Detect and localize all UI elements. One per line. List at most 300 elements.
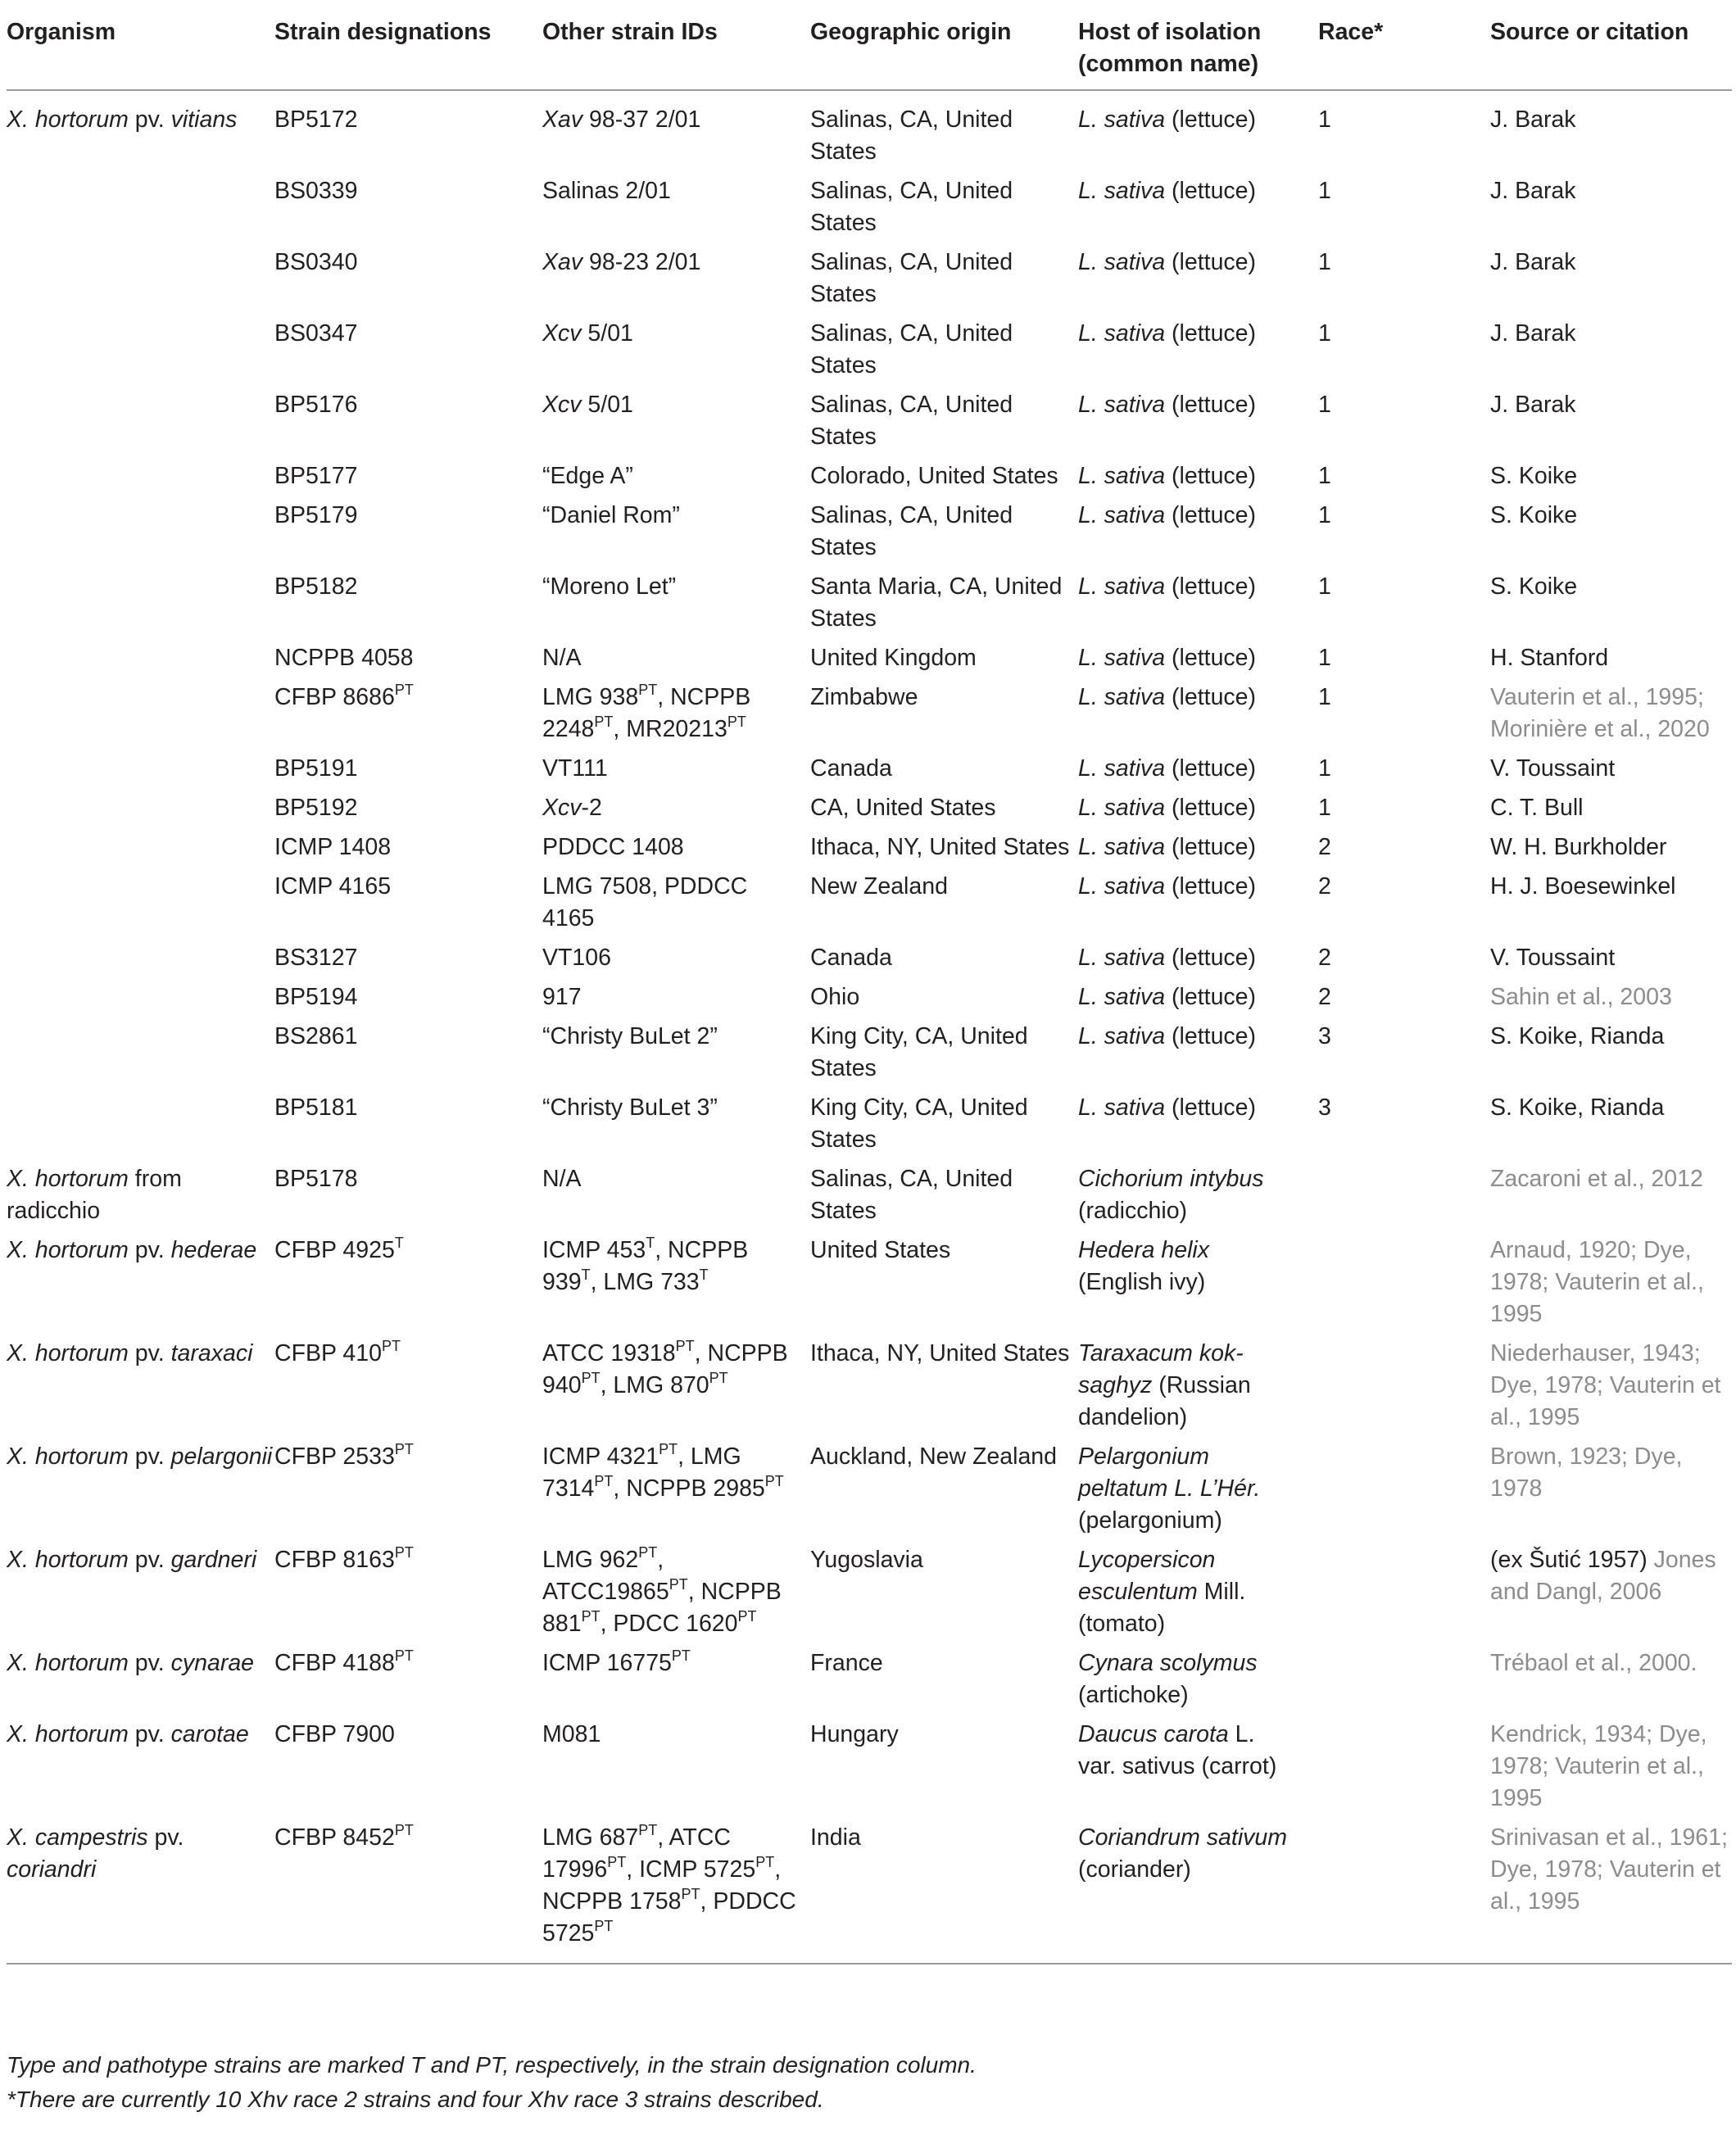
host-common-name: (lettuce) xyxy=(1165,178,1257,204)
race-value: 2 xyxy=(1318,834,1331,860)
strain-id: CFBP 410 xyxy=(274,1340,382,1366)
citation-link: Sahin et al., 2003 xyxy=(1490,984,1672,1010)
race-value: 1 xyxy=(1318,502,1331,528)
cell-source xyxy=(1490,753,1732,792)
cell-host xyxy=(1078,175,1307,247)
cell-source xyxy=(1490,942,1732,981)
table-footnotes xyxy=(7,2048,1727,2117)
cell-source xyxy=(1490,682,1732,753)
cell-organism xyxy=(7,1441,274,1544)
organism-genus: X. hortorum xyxy=(7,1166,129,1192)
other-id-prefix: Xcv xyxy=(542,392,582,418)
cell-strain xyxy=(274,500,542,571)
other-id-text: PDDCC 1408 xyxy=(542,834,684,860)
race-value: 1 xyxy=(1318,684,1331,710)
host-species: L. sativa xyxy=(1078,249,1166,275)
organism-genus: X. campestris xyxy=(7,1824,148,1851)
organism-pathovar: gardneri xyxy=(170,1547,257,1573)
organism-pathovar: coriandri xyxy=(7,1856,97,1883)
header-geographic-origin: Geographic origin xyxy=(810,11,1078,90)
race-value: 1 xyxy=(1318,463,1331,489)
table-row xyxy=(7,792,1732,832)
host-common-name: (Russian dandelion) xyxy=(1078,1372,1251,1430)
cell-origin xyxy=(810,500,1078,571)
source-text: S. Koike xyxy=(1490,502,1578,528)
cell-host xyxy=(1078,1544,1307,1647)
cell-source xyxy=(1490,90,1732,175)
table-row xyxy=(7,175,1732,247)
source-text: S. Koike, Rianda xyxy=(1490,1023,1665,1049)
citation-link: Zacaroni et al., 2012 xyxy=(1490,1166,1703,1192)
cell-source xyxy=(1490,1163,1732,1235)
cell-strain xyxy=(274,1021,542,1092)
host-species: L. sativa xyxy=(1078,502,1166,528)
race-value: 3 xyxy=(1318,1094,1331,1121)
cell-other-ids xyxy=(542,1092,810,1163)
table-row xyxy=(7,90,1732,175)
organism-qualifier: pv. xyxy=(128,106,171,133)
cell-source xyxy=(1490,1544,1732,1647)
host-common-name: (coriander) xyxy=(1078,1856,1191,1883)
strain-superscript: PT xyxy=(394,1821,414,1838)
citation-link: Srinivasan et al., 1961; Dye, 1978; Vauterin et al., 1995 xyxy=(1490,1824,1728,1915)
cell-other-ids xyxy=(542,90,810,175)
strain-superscript: PT xyxy=(394,1440,414,1457)
host-common-name: (lettuce) xyxy=(1165,249,1257,275)
host-species: L. sativa xyxy=(1078,873,1166,900)
cell-source xyxy=(1490,792,1732,832)
cell-origin xyxy=(810,1719,1078,1822)
cell-organism xyxy=(7,1647,274,1719)
host-species: L. sativa xyxy=(1078,795,1166,821)
cell-other-ids xyxy=(542,1021,810,1092)
cell-host xyxy=(1078,1092,1307,1163)
cell-other-ids xyxy=(542,1235,810,1338)
origin-text: Salinas, CA, United States xyxy=(810,106,1013,165)
cell-organism xyxy=(7,871,274,942)
cell-origin xyxy=(810,1647,1078,1719)
table-row xyxy=(7,247,1732,318)
cell-other-ids xyxy=(542,642,810,682)
citation-link: Trébaol et al., 2000. xyxy=(1490,1650,1697,1676)
strain-id: BS2861 xyxy=(274,1023,358,1049)
cell-source xyxy=(1490,247,1732,318)
origin-text: Hungary xyxy=(810,1721,899,1747)
cell-source xyxy=(1490,832,1732,871)
cell-race xyxy=(1307,871,1490,942)
cell-source xyxy=(1490,871,1732,942)
cell-strain xyxy=(274,90,542,175)
host-species: L. sativa xyxy=(1078,755,1166,782)
strain-id: CFBP 8163 xyxy=(274,1547,395,1573)
footnote-type-strains: Type and pathotype strains are marked T and PT, respectively, in the strain designation column. xyxy=(7,2052,977,2078)
other-id-text: “Daniel Rom” xyxy=(542,502,680,528)
strain-id: ICMP 1408 xyxy=(274,834,392,860)
cell-race xyxy=(1307,1163,1490,1235)
strain-id: BP5194 xyxy=(274,984,358,1010)
organism-pathovar: vitians xyxy=(170,106,238,133)
cell-organism xyxy=(7,792,274,832)
citation-link: Jones and Dangl, 2006 xyxy=(1490,1547,1716,1605)
cell-host xyxy=(1078,1163,1307,1235)
host-common-name: (lettuce) xyxy=(1165,795,1257,821)
cell-strain xyxy=(274,792,542,832)
cell-strain xyxy=(274,871,542,942)
cell-other-ids xyxy=(542,460,810,500)
host-species: L. sativa xyxy=(1078,178,1166,204)
table-row xyxy=(7,1163,1732,1235)
cell-host xyxy=(1078,247,1307,318)
source-text: J. Barak xyxy=(1490,178,1576,204)
cell-race xyxy=(1307,500,1490,571)
race-value: 1 xyxy=(1318,320,1331,347)
cell-host xyxy=(1078,682,1307,753)
cell-strain xyxy=(274,1822,542,1964)
origin-text: India xyxy=(810,1824,861,1851)
cell-race xyxy=(1307,832,1490,871)
organism-genus: X. hortorum xyxy=(7,106,129,133)
cell-race xyxy=(1307,1719,1490,1822)
organism-pathovar: carotae xyxy=(170,1721,249,1747)
cell-host xyxy=(1078,792,1307,832)
host-species: L. sativa xyxy=(1078,945,1166,971)
cell-host xyxy=(1078,1441,1307,1544)
host-species: L. sativa xyxy=(1078,1023,1166,1049)
origin-text: Canada xyxy=(810,945,892,971)
cell-race xyxy=(1307,1441,1490,1544)
cell-organism xyxy=(7,247,274,318)
source-text: S. Koike xyxy=(1490,463,1578,489)
host-common-name: (artichoke) xyxy=(1078,1682,1189,1708)
origin-text: King City, CA, United States xyxy=(810,1094,1028,1153)
cell-other-ids xyxy=(542,500,810,571)
table-row xyxy=(7,389,1732,460)
source-text: J. Barak xyxy=(1490,392,1576,418)
organism-qualifier: from radicchio xyxy=(7,1166,182,1224)
strain-id: CFBP 8686 xyxy=(274,684,395,710)
cell-host xyxy=(1078,1235,1307,1338)
cell-origin xyxy=(810,1163,1078,1235)
cell-other-ids xyxy=(542,247,810,318)
cell-strain xyxy=(274,460,542,500)
host-species: Taraxacum kok-saghyz xyxy=(1078,1340,1244,1398)
other-id-text: 5/01 xyxy=(581,392,633,418)
cell-origin xyxy=(810,832,1078,871)
origin-text: Ithaca, NY, United States xyxy=(810,1340,1070,1366)
cell-strain xyxy=(274,682,542,753)
cell-organism xyxy=(7,753,274,792)
cell-strain xyxy=(274,1338,542,1441)
source-text: J. Barak xyxy=(1490,249,1576,275)
table-header-row xyxy=(7,11,1732,90)
header-other-strain-ids: Other strain IDs xyxy=(542,11,810,90)
cell-race xyxy=(1307,1822,1490,1964)
cell-race xyxy=(1307,753,1490,792)
cell-source xyxy=(1490,460,1732,500)
origin-text: Santa Maria, CA, United States xyxy=(810,573,1063,632)
cell-organism xyxy=(7,500,274,571)
header-strain-designations: Strain designations xyxy=(274,11,542,90)
host-common-name: (lettuce) xyxy=(1165,106,1257,133)
table-body xyxy=(7,90,1732,1964)
cell-organism xyxy=(7,1163,274,1235)
host-species: L. sativa xyxy=(1078,1094,1166,1121)
source-text: S. Koike, Rianda xyxy=(1490,1094,1665,1121)
cell-source xyxy=(1490,981,1732,1021)
other-id-text: 98-37 2/01 xyxy=(582,106,701,133)
table-row xyxy=(7,571,1732,642)
cell-other-ids xyxy=(542,389,810,460)
cell-source xyxy=(1490,1092,1732,1163)
cell-organism xyxy=(7,90,274,175)
cell-organism xyxy=(7,1021,274,1092)
host-common-name: (lettuce) xyxy=(1165,502,1257,528)
host-species: Lycopersicon esculentum xyxy=(1078,1547,1216,1605)
cell-organism xyxy=(7,1235,274,1338)
strain-superscript: PT xyxy=(394,1647,414,1664)
citation-link: Niederhauser, 1943; Dye, 1978; Vauterin et al., 1995 xyxy=(1490,1340,1721,1430)
origin-text: King City, CA, United States xyxy=(810,1023,1028,1081)
organism-pathovar: hederae xyxy=(170,1237,257,1263)
cell-origin xyxy=(810,1338,1078,1441)
cell-origin xyxy=(810,571,1078,642)
host-common-name: Mill. (tomato) xyxy=(1078,1579,1246,1637)
cell-other-ids xyxy=(542,1719,810,1822)
cell-source xyxy=(1490,389,1732,460)
cell-origin xyxy=(810,389,1078,460)
cell-organism xyxy=(7,318,274,389)
origin-text: Salinas, CA, United States xyxy=(810,178,1013,236)
cell-origin xyxy=(810,175,1078,247)
host-common-name: (lettuce) xyxy=(1165,645,1257,671)
cell-organism xyxy=(7,832,274,871)
cell-other-ids xyxy=(542,1647,810,1719)
table-row xyxy=(7,981,1732,1021)
strain-superscript: PT xyxy=(381,1337,401,1354)
origin-text: United States xyxy=(810,1237,951,1263)
cell-organism xyxy=(7,1822,274,1964)
organism-qualifier: pv. xyxy=(128,1237,171,1263)
table-row xyxy=(7,1441,1732,1544)
cell-source xyxy=(1490,1338,1732,1441)
race-value: 2 xyxy=(1318,945,1331,971)
cell-origin xyxy=(810,682,1078,753)
cell-source xyxy=(1490,175,1732,247)
header-source: Source or citation xyxy=(1490,11,1732,90)
cell-other-ids xyxy=(542,682,810,753)
table-row xyxy=(7,871,1732,942)
organism-pathovar: pelargonii xyxy=(170,1443,273,1470)
cell-origin xyxy=(810,642,1078,682)
cell-race xyxy=(1307,460,1490,500)
cell-strain xyxy=(274,247,542,318)
source-text: J. Barak xyxy=(1490,320,1576,347)
cell-origin xyxy=(810,1235,1078,1338)
cell-race xyxy=(1307,571,1490,642)
organism-qualifier: pv. xyxy=(128,1650,171,1676)
cell-host xyxy=(1078,642,1307,682)
host-common-name: (lettuce) xyxy=(1165,684,1257,710)
source-text: J. Barak xyxy=(1490,106,1576,133)
strain-id: BP5176 xyxy=(274,392,358,418)
strain-superscript: PT xyxy=(394,681,414,698)
cell-strain xyxy=(274,1163,542,1235)
table-row xyxy=(7,1719,1732,1822)
cell-host xyxy=(1078,1338,1307,1441)
header-organism: Organism xyxy=(7,11,274,90)
other-ids-text: LMG $938^{PT}$, NCPPB $2248^{PT}$, $MR20213^{PT}$ xyxy=(542,681,751,742)
organism-genus: X. hortorum xyxy=(7,1443,129,1470)
organism-genus: X. hortorum xyxy=(7,1721,129,1747)
host-common-name: (English ivy) xyxy=(1078,1269,1206,1295)
cell-other-ids xyxy=(542,175,810,247)
cell-organism xyxy=(7,175,274,247)
host-species: Cynara scolymus xyxy=(1078,1650,1258,1676)
organism-genus: X. hortorum xyxy=(7,1237,129,1263)
organism-genus: X. hortorum xyxy=(7,1340,129,1366)
cell-source xyxy=(1490,1822,1732,1964)
organism-qualifier: pv. xyxy=(128,1721,171,1747)
cell-host xyxy=(1078,871,1307,942)
strain-id: CFBP 7900 xyxy=(274,1721,395,1747)
cell-strain xyxy=(274,942,542,981)
cell-other-ids xyxy=(542,1163,810,1235)
cell-source xyxy=(1490,571,1732,642)
table-row xyxy=(7,1544,1732,1647)
cell-origin xyxy=(810,460,1078,500)
organism-pathovar: cynarae xyxy=(170,1650,255,1676)
strain-id: BS0347 xyxy=(274,320,358,347)
strain-id: NCPPB 4058 xyxy=(274,645,414,671)
host-common-name: (lettuce) xyxy=(1165,463,1257,489)
host-species: Hedera helix xyxy=(1078,1237,1210,1263)
cell-race xyxy=(1307,1235,1490,1338)
cell-source xyxy=(1490,318,1732,389)
other-id-prefix: Xcv xyxy=(542,320,582,347)
host-species: L. sativa xyxy=(1078,834,1166,860)
table-row xyxy=(7,942,1732,981)
host-species: L. sativa xyxy=(1078,984,1166,1010)
strain-id: BP5191 xyxy=(274,755,358,782)
other-id-text: “Christy BuLet 2” xyxy=(542,1023,718,1049)
cell-strain xyxy=(274,1092,542,1163)
host-common-name: (lettuce) xyxy=(1165,320,1257,347)
cell-strain xyxy=(274,981,542,1021)
cell-strain xyxy=(274,1441,542,1544)
source-text: V. Toussaint xyxy=(1490,755,1616,782)
host-common-name: (lettuce) xyxy=(1165,873,1257,900)
cell-other-ids xyxy=(542,981,810,1021)
origin-text: New Zealand xyxy=(810,873,948,900)
origin-text: United Kingdom xyxy=(810,645,977,671)
table-row xyxy=(7,1021,1732,1092)
host-common-name: (lettuce) xyxy=(1165,945,1257,971)
cell-other-ids xyxy=(542,318,810,389)
host-species: Cichorium intybus xyxy=(1078,1166,1264,1192)
host-species: L. sativa xyxy=(1078,573,1166,600)
cell-other-ids xyxy=(542,1441,810,1544)
table-row xyxy=(7,1092,1732,1163)
race-value: 1 xyxy=(1318,795,1331,821)
cell-source xyxy=(1490,1441,1732,1544)
race-value: 1 xyxy=(1318,178,1331,204)
cell-organism xyxy=(7,1338,274,1441)
organism-pathovar: taraxaci xyxy=(170,1340,253,1366)
other-ids-text: LMG $962^{PT}$, $ATCC19865^{PT}$, NCPPB $881^{PT}$, PDCC $1620^{PT}$ xyxy=(542,1543,782,1637)
cell-host xyxy=(1078,460,1307,500)
cell-race xyxy=(1307,1544,1490,1647)
host-common-name: (lettuce) xyxy=(1165,1023,1257,1049)
cell-host xyxy=(1078,389,1307,460)
cell-organism xyxy=(7,981,274,1021)
race-value: 2 xyxy=(1318,984,1331,1010)
source-text: H. J. Boesewinkel xyxy=(1490,873,1676,900)
cell-strain xyxy=(274,571,542,642)
race-value: 1 xyxy=(1318,645,1331,671)
table-row xyxy=(7,1647,1732,1719)
host-common-name: (lettuce) xyxy=(1165,984,1257,1010)
origin-text: Ithaca, NY, United States xyxy=(810,834,1070,860)
cell-race xyxy=(1307,1338,1490,1441)
cell-host xyxy=(1078,1021,1307,1092)
cell-strain xyxy=(274,1235,542,1338)
cell-strain xyxy=(274,753,542,792)
source-text: H. Stanford xyxy=(1490,645,1609,671)
other-ids-text: ICMP $4321^{PT}$, LMG $7314^{PT}$, NCPPB $2985^{PT}$ xyxy=(542,1440,784,1502)
origin-text: Yugoslavia xyxy=(810,1547,923,1573)
cell-organism xyxy=(7,1092,274,1163)
footnote-race-count: *There are currently 10 Xhv race 2 strains and four Xhv race 3 strains described. xyxy=(7,2087,824,2112)
host-species: L. sativa xyxy=(1078,463,1166,489)
host-species: L. sativa xyxy=(1078,645,1166,671)
cell-other-ids xyxy=(542,832,810,871)
citation-link: Arnaud, 1920; Dye, 1978; Vauterin et al., 1995 xyxy=(1490,1237,1704,1327)
table-row xyxy=(7,753,1732,792)
other-id-text: “Edge A” xyxy=(542,463,633,489)
host-species: L. sativa xyxy=(1078,106,1166,133)
other-id-text: “Christy BuLet 3” xyxy=(542,1094,718,1121)
cell-origin xyxy=(810,753,1078,792)
cell-host xyxy=(1078,500,1307,571)
cell-host xyxy=(1078,1647,1307,1719)
cell-origin xyxy=(810,318,1078,389)
strain-id: CFBP 8452 xyxy=(274,1824,395,1851)
other-id-text: “Moreno Let” xyxy=(542,573,677,600)
host-species: L. sativa xyxy=(1078,684,1166,710)
host-species: Daucus carota xyxy=(1078,1721,1229,1747)
strain-id: BS0339 xyxy=(274,178,358,204)
origin-text: Salinas, CA, United States xyxy=(810,320,1013,378)
cell-race xyxy=(1307,1647,1490,1719)
strain-id: CFBP 4188 xyxy=(274,1650,395,1676)
cell-strain xyxy=(274,1719,542,1822)
other-ids-text: ICMP $16775^{PT}$ xyxy=(542,1647,691,1676)
race-value: 1 xyxy=(1318,392,1331,418)
cell-strain xyxy=(274,175,542,247)
cell-host xyxy=(1078,981,1307,1021)
other-id-prefix: Xcv xyxy=(542,795,582,821)
strain-id: BP5181 xyxy=(274,1094,358,1121)
origin-text: Salinas, CA, United States xyxy=(810,1166,1013,1224)
strain-id: BS0340 xyxy=(274,249,358,275)
cell-organism xyxy=(7,1719,274,1822)
source-text: S. Koike xyxy=(1490,573,1578,600)
strain-id: BP5177 xyxy=(274,463,358,489)
cell-other-ids xyxy=(542,1544,810,1647)
strain-superscript: PT xyxy=(394,1543,414,1561)
other-id-text: 98-23 2/01 xyxy=(582,249,701,275)
cell-host xyxy=(1078,1822,1307,1964)
